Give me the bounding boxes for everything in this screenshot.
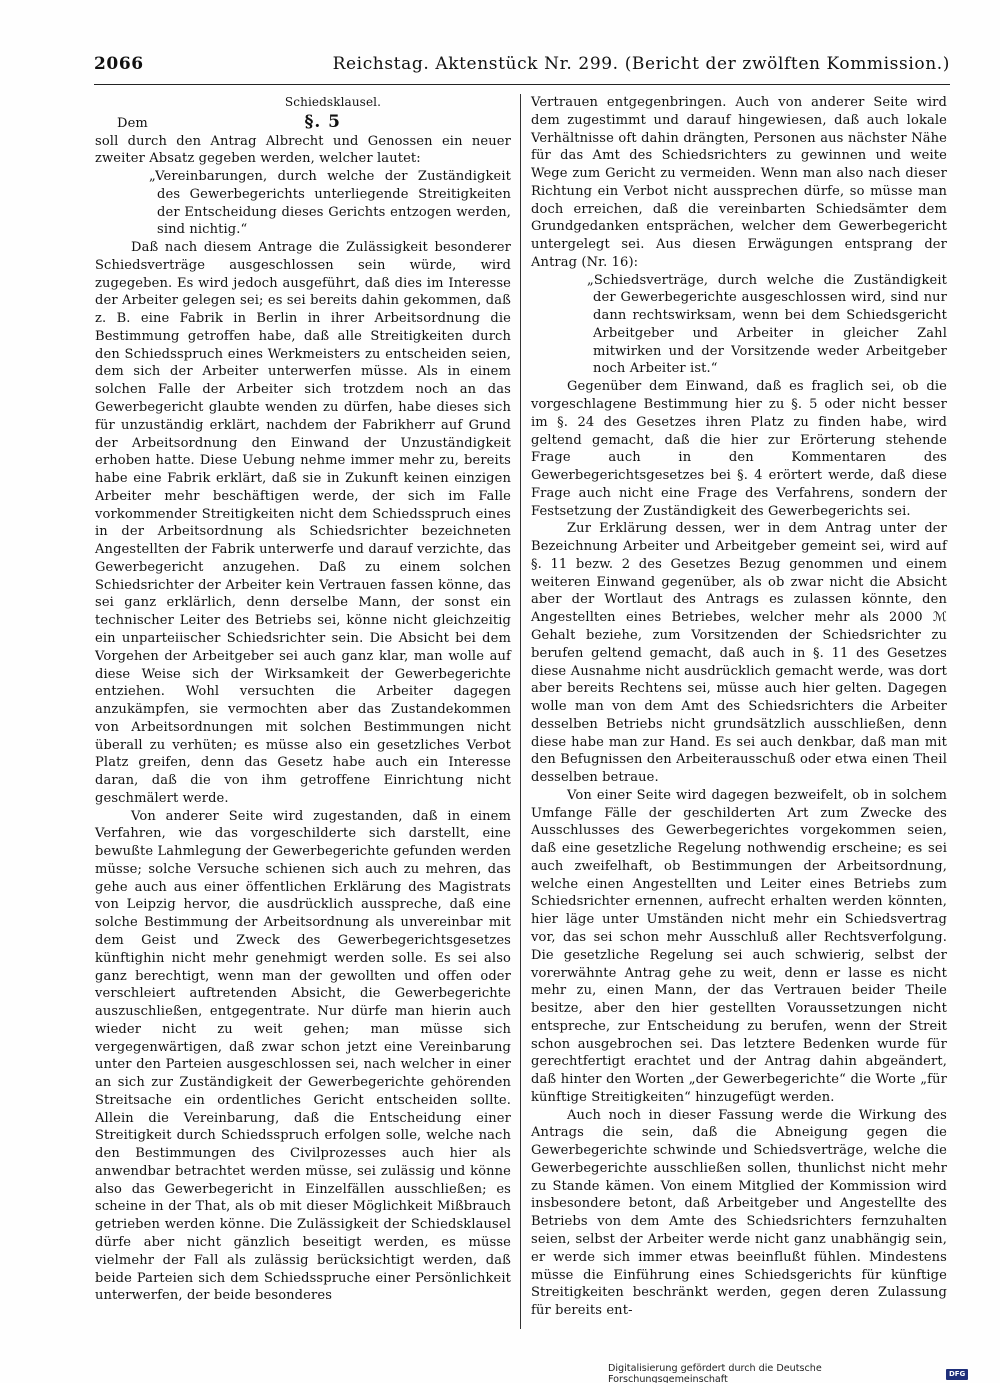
column-divider	[520, 94, 521, 1329]
running-head: Reichstag. Aktenstück Nr. 299. (Bericht der zwölften Kommission.)	[332, 54, 950, 74]
paragraph: Daß nach diesem Antrage die Zulässigkeit besonderer Schiedsverträge ausgeschlossen sein würde, wird zugegeben. Es wird jedoch ausgeführt, daß dies im Interesse der Arbeiter gelegen sei; es sei bereits dahin gekommen, daß z. B. eine Fabrik in Berlin in ihrer Arbeitsordnung die Bestimmung getroffen habe, daß alle Streitigkeiten durch den Schiedsspruch eines Werkmeisters zu entscheiden seien, dem sich der Arbeiter unterwerfen müsse. Als in einem solchen Falle der Arbeiter sich trotzdem noch an das Gewerbegericht glaubte wenden zu dürfen, habe dieses sich für unzuständig erklärt, nachdem der Fabrikherr auf Grund der Arbeitsordnung den Einwand der Unzuständigkeit erhoben hatte. Diese Uebung nehme immer mehr zu, bereits habe eine Fabrik erklärt, daß sie in Zukunft keinen einzigen Arbeiter mehr beschäftigen werde, der sich im Falle vorkommender Streitigkeiten nicht dem Schiedsspruch eines in der Arbeitsordnung als Schiedsrichter bezeichneten Angestellten der Fabrik unterwerfe und darauf verzichte, das Gewerbegericht anzugehen. Daß zu einem solchen Schiedsrichter der Arbeiter kein Vertrauen fassen könne, das sei ganz erklärlich, denn derselbe Mann, der sonst ein technischer Leiter des Betriebs sei, könne nicht gleichzeitig ein unparteiischer Schiedsrichter sein. Die Absicht bei dem Vorgehen der Arbeitgeber sei auch ganz klar, man wolle auf diese Weise sich der Wirksamkeit der Gewerbegerichte entziehen. Wohl versuchten die Arbeiter dagegen anzukämpfen, sie vermochten aber das Zustandekommen von Arbeitsordnungen mit solchen Bestimmungen nicht überall zu verhüten; es müsse also ein gesetzliches Verbot Platz greifen, denn das Gesetz habe auch ein Interesse daran, daß die von ihm getroffene Einrichtung nicht geschmälert werde.	[95, 240, 511, 806]
funding-notice: Digitalisierung gefördert durch die Deutsche Forschungsgemeinschaft	[608, 1363, 822, 1383]
paragraph: Vertrauen entgegenbringen. Auch von anderer Seite wird dem zugestimmt und darauf hingewiesen, daß auch lokale Verhältnisse oft dahin drängten, Personen aus nächster Nähe für das Amt des Schiedsrichters zu gewinnen und weite Wege zum Gericht zu vermeiden. Wenn man also nach dieser Richtung ein Verbot nicht aussprechen dürfe, so müsse man doch erreichen, daß die vereinbarten Schiedsämter dem Grundgedanken entsprächen, welcher dem Gewerbegericht untergelegt sei. Aus diesen Erwägungen entsprang der Antrag (Nr. 16):	[531, 95, 947, 270]
left-column	[95, 94, 511, 1305]
paragraph: Von einer Seite wird dagegen bezweifelt, ob in solchem Umfange Fälle der geschilderten Art zum Zwecke des Ausschlusses des Gewerbegerichtes vorgekommen seien, daß eine gesetzliche Regelung nothwendig erscheine; es sei auch zweifelhaft, ob Bestimmungen der Arbeitsordnung, welche einen Angestellten und Leiter eines Betriebs zum Schiedsrichter ernennen, aufrecht erhalten werden könnten, hier läge unter Umständen nicht mehr ein Schiedsvertrag vor, das sei schon mehr Ausschluß aller Rechtsverfolgung. Die gesetzliche Regelung sei auch schwierig, selbst der vorerwähnte Antrag gehe zu weit, denn er lasse es nicht mehr zu, einen Mann, der das Vertrauen beider Theile besitze, aber den hier gestellten Voraussetzungen nicht entspreche, zur Entscheidung zu berufen, wenn der Streit schon ausgebrochen sei. Das letztere Bedenken wurde für gerechtfertigt erachtet und der Antrag dahin abgeändert, daß hinter den Worten „der Gewerbegerichte“ die Worte „für künftige Streitigkeiten“ hinzugefügt werden.	[531, 787, 947, 1105]
paragraph: Auch noch in dieser Fassung werde die Wirkung des Antrags die sein, daß die Abneigung gegen die Gewerbegerichte schwinde und Schiedsverträge, welche die Gewerbegerichte ausschließen sollen, thunlichst nicht mehr zu Stande kämen. Von einem Mitglied der Kommission wird insbesondere betont, daß Arbeitgeber und Angestellte des Betriebs von dem Amte des Schiedsrichters fernzuhalten seien, selbst der Arbeiter werde nicht ganz unabhängig sein, er werde sich immer etwas beeinflußt fühlen. Mindestens müsse die Einführung eines Schiedsgerichts für künftige Streitigkeiten beschränkt werden, gegen deren Zulassung für bereits ent-	[531, 1107, 947, 1319]
paragraph-number: §. 5	[304, 111, 341, 132]
footer	[608, 1363, 968, 1383]
section-heading: Schiedsklausel.	[284, 95, 382, 109]
quoted-proposal: „Schiedsverträge, durch welche die Zuständigkeit der Gewerbegerichte ausgeschlossen wird, sind nur dann rechtswirksam, wenn bei dem Schiedsgericht Arbeitgeber und Arbeiter in gleicher Zahl mitwirken und der Vorsitzende weder Arbeitgeber noch Arbeiter ist.“	[587, 272, 947, 377]
right-column	[531, 94, 947, 1320]
dem-word: Dem	[117, 115, 148, 131]
paragraph: Zur Erklärung dessen, wer in dem Antrag unter der Bezeichnung Arbeiter und Arbeitgeber gemeint sei, wird auf §. 11 bezw. 2 des Gesetzes Bezug genommen und einem weiteren Einwand gegenüber, als ob zwar nicht die Absicht aber der Wortlaut des Antrags es zulassen könnte, den Angestellten eines Betriebes, welcher mehr als 2000 ℳ Gehalt beziehe, zum Vorsitzenden der Schiedsrichter zu berufen geltend gemacht, daß auch in §. 11 des Gesetzes diese Ausnahme nicht ausdrücklich gemacht werde, was dort aber bereits Rechtens sei, müsse auch hier gelten. Dagegen wolle man von dem Amt des Schiedsrichters die Arbeiter desselben Betriebs nicht grundsätzlich ausschließen, denn diese habe man zur Hand. Es sei auch denkbar, daß man mit den Befugnissen den Arbeiterausschuß oder etwa einen Theil desselben betraue.	[531, 521, 947, 786]
page-number: 2066	[94, 54, 144, 74]
dfg-logo: DFG	[946, 1369, 968, 1380]
quoted-proposal: „Vereinbarungen, durch welche der Zuständigkeit des Gewerbegerichts unterliegende Streitigkeiten der Entscheidung dieses Gerichts entzogen werden, sind nichtig.“	[149, 169, 511, 238]
paragraph: Gegenüber dem Einwand, daß es fraglich sei, ob die vorgeschlagene Bestimmung hier zu §. 5 oder nicht besser im §. 24 des Gesetzes ihren Platz zu finden habe, wird geltend gemacht, daß die hier zur Erörterung stehende Frage auch in den Kommentaren des Gewerbegerichtsgesetzes bei §. 4 erörtert werde, daß diese Frage auch nicht eine Frage des Verfahrens, sondern der Festsetzung der Zuständigkeit des Gewerbegerichts sei.	[531, 379, 947, 519]
header-rule	[94, 84, 950, 85]
paragraph: Von anderer Seite wird zugestanden, daß in einem Verfahren, wie das vorgeschilderte sich darstellt, eine bewußte Lahmlegung der Gewerbegerichte gefunden werden müsse; solche Versuche schienen sich auch zu mehren, das gehe auch aus einer öffentlichen Erklärung des Magistrats von Leipzig hervor, die ausdrücklich ausspreche, daß eine solche Bestimmung der Arbeitsordnung als unvereinbar mit dem Geist und Zweck des Gewerbegerichtsgesetzes künftighin nicht mehr genehmigt werden solle. Es sei also ganz berechtigt, wenn man der gewollten und offen oder verschleiert auftretenden Absicht, die Gewerbegerichte auszuschließen, entgegentrate. Nur dürfe man hierin auch wieder nicht zu weit gehen; man müsse sich vergegenwärtigen, daß zwar schon jetzt eine Vereinbarung unter den Parteien ausgeschlossen sei, nach welcher in einer an sich zur Zuständigkeit der Gewerbegerichte gehörenden Streitsache ein ordentliches Gericht entscheiden sollte. Allein die Vereinbarung, daß die Entscheidung einer Streitigkeit durch Schiedsspruch erfolgen solle, welche nach den Bestimmungen des Civilprozesses auch hier als anwendbar betrachtet werden müsse, sei zulässig und könne also das Gewerbegericht in Einzelfällen ausschließen; es scheine in der That, als ob mit dieser Möglichkeit Mißbrauch getrieben werden könne. Die Zulässigkeit der Schiedsklausel dürfe aber nicht gänzlich beseitigt werden, es müsse vielmehr der Fall als zulässig berücksichtigt werden, daß beide Parteien sich dem Schiedsspruche einer Persönlichkeit unterwerfen, der beide besonderes	[95, 808, 511, 1304]
page-header	[94, 54, 950, 80]
dem-line	[95, 111, 511, 133]
paragraph: soll durch den Antrag Albrecht und Genossen ein neuer zweiter Absatz gegeben werden, welcher lautet:	[95, 133, 511, 167]
